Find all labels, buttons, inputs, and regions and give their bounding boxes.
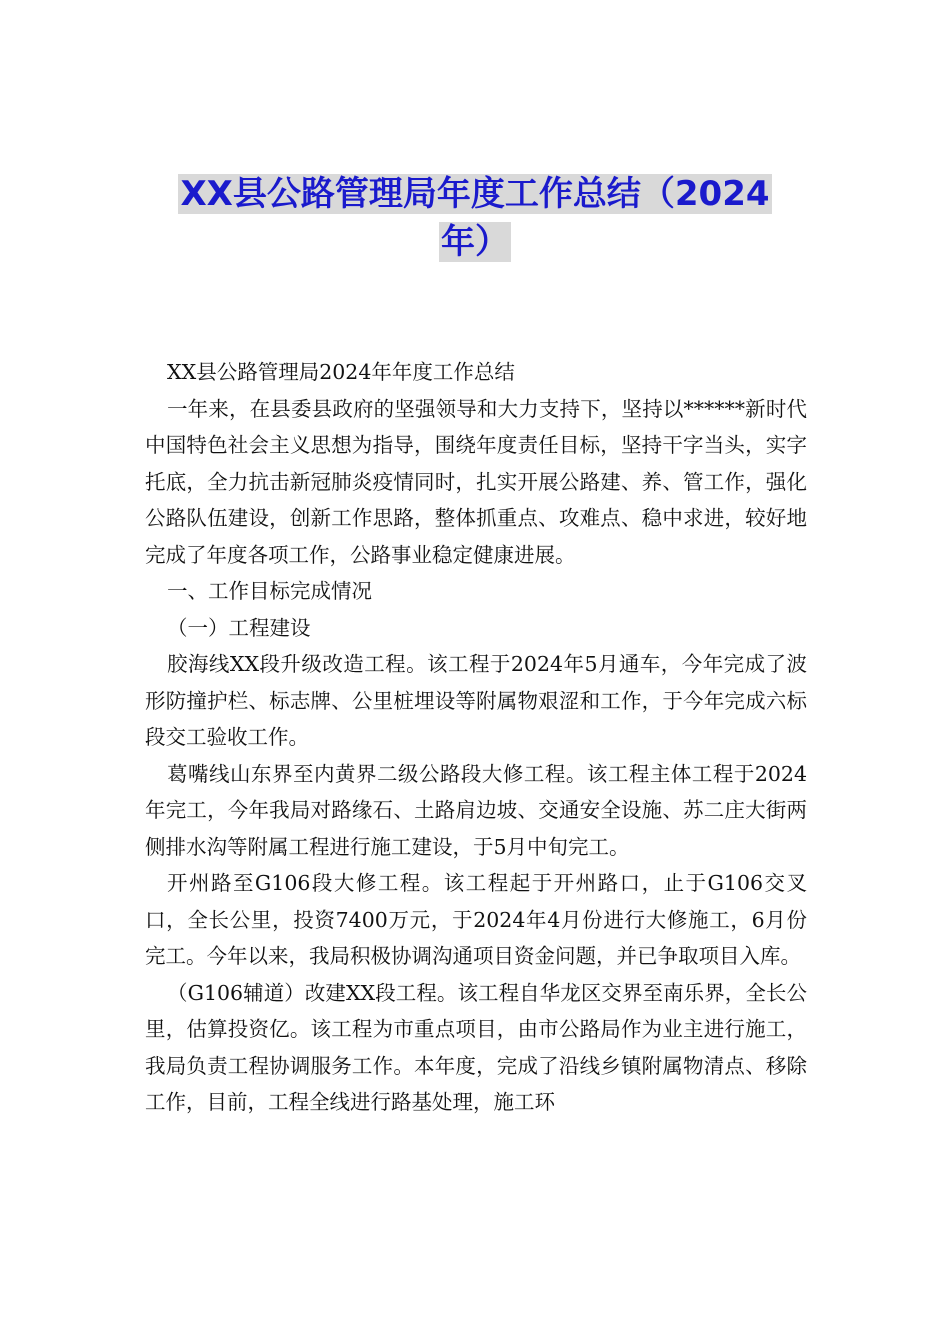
title-line-2: 年） (441, 222, 509, 262)
subsection-heading-1: （一）工程建设 (167, 615, 311, 640)
title-line-1: XX县公路管理局年度工作总结（2024 (180, 174, 770, 214)
body-paragraph: 葛嘴线山东界至内黄界二级公路段大修工程。该工程主体工程于2024年完工，今年我局对路缘石、土路肩边坡、交通安全设施、苏二庄大街两侧排水沟等附属工程进行施工建设，于5月中旬完工。 (145, 761, 807, 859)
document-title (140, 170, 810, 266)
section-heading-1: 一、工作目标完成情况 (167, 579, 372, 603)
subtitle-paragraph: XX县公路管理局2024年年度工作总结 (167, 360, 515, 384)
body-paragraph: 开州路至G106段大修工程。该工程起于开州路口，止于G106交叉口，全长公里，投资7400万元，于2024年4月份进行大修施工，6月份完工。今年以来，我局积极协调沟通项目资金问题，并已争取项目入库。 (145, 871, 807, 968)
document-body (145, 354, 807, 1121)
body-paragraph: 胶海线XX段升级改造工程。该工程于2024年5月通车，今年完成了波形防撞护栏、标志牌、公里桩埋设等附属物艰涩和工作，于今年完成六标段交工验收工作。 (145, 652, 807, 749)
intro-paragraph: 一年来，在县委县政府的坚强领导和大力支持下，坚持以******新时代中国特色社会主义思想为指导，围绕年度责任目标，坚持干字当头，实字托底，全力抗击新冠肺炎疫情同时，扎实开展公路建、养、管工作，强化公路队伍建设，创新工作思路，整体抓重点、攻难点、稳中求进，较好地完成了年度各项工作，公路事业稳定健康进展。 (145, 396, 807, 567)
body-paragraph: （G106辅道）改建XX段工程。该工程自华龙区交界至南乐界，全长公里，估算投资亿。该工程为市重点项目，由市公路局作为业主进行施工，我局负责工程协调服务工作。本年度，完成了沿线乡镇附属物清点、移除工作，目前，工程全线进行路基处理，施工环 (145, 980, 807, 1114)
